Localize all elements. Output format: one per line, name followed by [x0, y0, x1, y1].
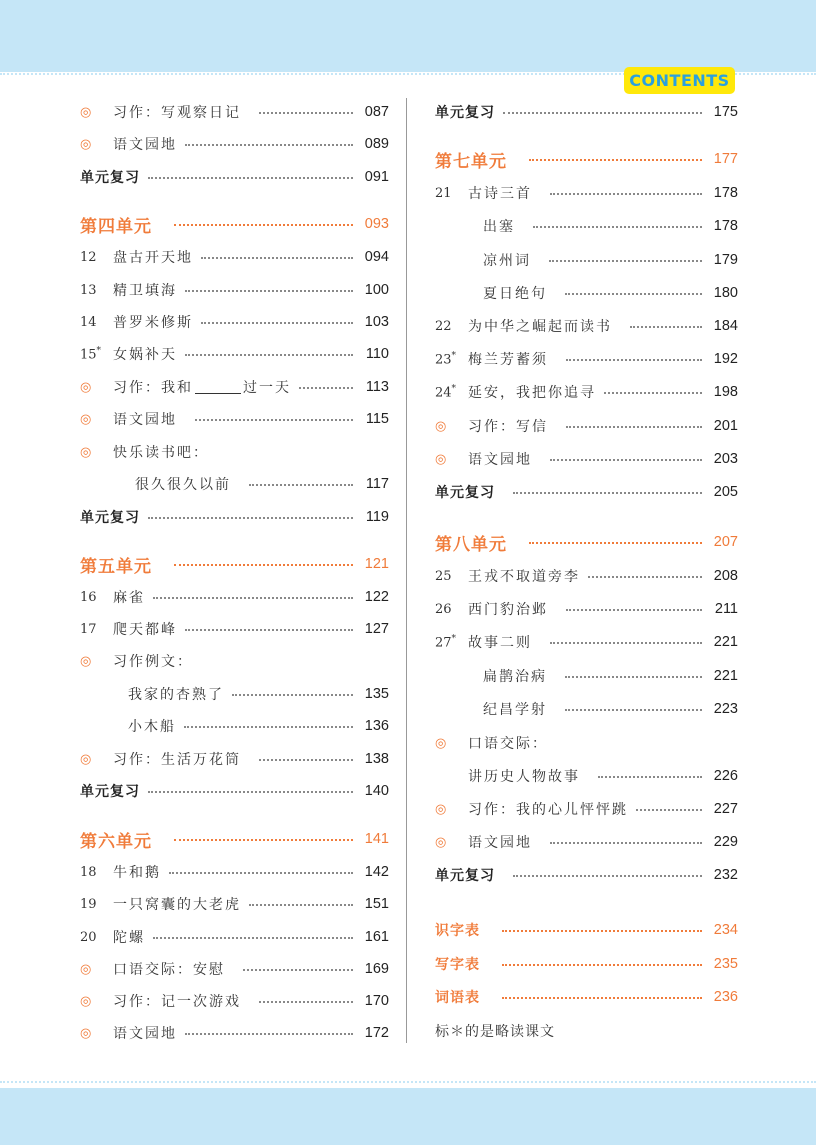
entry-title: 习作：我的心儿怦怦跳 — [468, 802, 628, 818]
dotted-leader — [502, 997, 702, 999]
lesson-number-text: 12 — [80, 249, 97, 265]
toc-entry[interactable] — [435, 216, 738, 236]
toc-entry[interactable] — [435, 865, 738, 885]
toc-entry[interactable] — [435, 449, 738, 469]
entry-title: 语文园地 — [113, 1026, 177, 1042]
page-number: 135 — [364, 686, 389, 702]
entry-title: 快乐读书吧： — [113, 445, 209, 461]
toc-entry[interactable] — [80, 344, 389, 364]
dotted-leader — [550, 842, 702, 844]
page-number: 089 — [364, 136, 389, 152]
page-number: 227 — [713, 801, 738, 817]
lesson-number — [435, 634, 468, 650]
circle-bullet-icon: ◎ — [80, 136, 92, 152]
lesson-number-text: 23 — [435, 352, 452, 368]
toc-entry[interactable] — [435, 382, 738, 402]
toc-entry[interactable] — [435, 416, 738, 436]
dotted-leader — [153, 937, 353, 939]
lesson-number — [435, 384, 468, 400]
dotted-leader — [243, 969, 353, 971]
dotted-leader — [566, 609, 702, 611]
page-number: 117 — [365, 476, 389, 492]
entry-title: 纪昌学射 — [483, 702, 547, 718]
page-number: 087 — [364, 104, 389, 120]
toc-entry[interactable] — [80, 280, 389, 300]
dotted-leader — [148, 791, 353, 793]
footer-band — [0, 1088, 816, 1145]
entry-title: 扁鹊治病 — [483, 669, 547, 685]
dotted-leader — [636, 809, 702, 811]
page-number: 235 — [713, 956, 738, 972]
dotted-leader — [249, 904, 353, 906]
lesson-number-text: 18 — [80, 864, 97, 880]
circle-bullet-icon: ◎ — [435, 418, 447, 434]
page-number: 094 — [364, 249, 389, 265]
entry-title: 单元复习 — [435, 868, 495, 884]
toc-entry[interactable] — [435, 699, 738, 719]
entry-title: 口语交际： — [468, 736, 548, 752]
toc-entry[interactable] — [80, 651, 389, 671]
lesson-number-text: 15 — [80, 347, 97, 363]
entry-title: 习作：写观察日记 — [113, 105, 241, 121]
toc-entry[interactable] — [435, 102, 738, 122]
page-number: 229 — [713, 834, 738, 850]
toc-entry[interactable] — [435, 799, 738, 819]
column-divider — [406, 98, 407, 1043]
lesson-number — [435, 602, 468, 617]
page-number: 175 — [713, 104, 738, 120]
lesson-number-text: 22 — [435, 318, 452, 334]
toc-entry[interactable] — [435, 183, 738, 203]
circle-bullet-icon: ◎ — [80, 411, 92, 427]
lesson-number-text: 20 — [80, 929, 97, 945]
dotted-leader — [185, 354, 353, 356]
toc-entry[interactable] — [80, 442, 389, 462]
entry-title: 语文园地 — [468, 835, 532, 851]
page-number: 127 — [364, 621, 389, 637]
dotted-leader — [259, 1001, 353, 1003]
toc-entry[interactable] — [80, 684, 389, 704]
footnote: 标＊的是略读课文 — [435, 1024, 555, 1040]
circle-bullet-icon: ◎ — [435, 801, 447, 817]
entry-title: 古诗三首 — [468, 186, 532, 202]
toc-entry[interactable] — [80, 167, 389, 187]
dotted-leader — [503, 112, 702, 114]
lesson-number — [435, 569, 468, 584]
fill-in-blank — [195, 380, 241, 394]
circle-bullet-icon: ◎ — [435, 735, 447, 751]
toc-entry[interactable] — [435, 283, 738, 303]
lesson-number — [80, 930, 113, 945]
lesson-number — [80, 315, 113, 330]
page-number: 093 — [364, 216, 389, 232]
lesson-number — [435, 319, 468, 334]
lesson-number — [435, 186, 468, 201]
entry-title: 习作：写信 — [468, 419, 548, 435]
dotted-leader — [565, 293, 702, 295]
dotted-leader — [502, 930, 702, 932]
header-band — [0, 0, 816, 72]
dotted-leader — [195, 419, 353, 421]
toc-entry[interactable] — [435, 482, 738, 502]
entry-title: 第七单元 — [435, 151, 507, 172]
dotted-leader — [259, 112, 353, 114]
dotted-leader — [185, 629, 353, 631]
page-number: 151 — [364, 896, 389, 912]
dotted-leader — [533, 226, 702, 228]
dotted-leader — [153, 597, 353, 599]
dotted-leader — [174, 839, 353, 841]
lesson-number-text: 27 — [435, 635, 452, 651]
entry-title: 麻雀 — [113, 590, 145, 606]
toc-entry[interactable] — [80, 716, 389, 736]
page-number: 221 — [713, 634, 738, 650]
dotted-leader — [565, 676, 702, 678]
dotted-leader — [630, 326, 702, 328]
page-number: 178 — [713, 185, 738, 201]
page-number: 236 — [713, 989, 738, 1005]
entry-title: 单元复习 — [80, 170, 140, 186]
page-number: 203 — [713, 451, 738, 467]
optional-reading-star: * — [451, 350, 457, 361]
dotted-leader — [174, 564, 353, 566]
dotted-leader — [185, 144, 353, 146]
lesson-number — [80, 346, 113, 362]
page-number: 179 — [713, 252, 738, 268]
page-number: 232 — [713, 867, 738, 883]
page-number: 103 — [364, 314, 389, 330]
toc-entry[interactable] — [435, 316, 738, 336]
toc-entry[interactable] — [80, 587, 389, 607]
toc-entry[interactable] — [80, 474, 389, 494]
page-number: 205 — [713, 484, 738, 500]
toc-entry[interactable] — [435, 599, 738, 619]
dotted-leader — [174, 224, 353, 226]
entry-title: 出塞 — [483, 219, 515, 235]
dotted-leader — [232, 694, 353, 696]
entry-title: 故事二则 — [468, 635, 532, 651]
toc-entry[interactable] — [435, 532, 738, 555]
entry-title: 语文园地 — [113, 412, 177, 428]
page-number: 198 — [713, 384, 738, 400]
entry-title: 我家的杏熟了 — [128, 687, 224, 703]
lesson-number-text: 16 — [80, 589, 97, 605]
toc-entry[interactable] — [80, 102, 389, 122]
page-number: 172 — [364, 1025, 389, 1041]
toc-entry[interactable] — [435, 733, 738, 753]
lesson-number-text: 14 — [80, 314, 97, 330]
entry-title: 词语表 — [435, 990, 480, 1006]
entry-title: 牛和鹅 — [113, 865, 161, 881]
entry-title: 习作：记一次游戏 — [113, 994, 241, 1010]
lesson-number — [80, 622, 113, 637]
dotted-leader — [513, 875, 702, 877]
entry-title: 单元复习 — [435, 485, 495, 501]
entry-title: 第五单元 — [80, 556, 152, 577]
entry-title: 小木船 — [128, 719, 176, 735]
circle-bullet-icon: ◎ — [80, 653, 92, 669]
lesson-number-text: 19 — [80, 896, 97, 912]
page-number: 110 — [365, 346, 389, 362]
page-number: 122 — [364, 589, 389, 605]
toc-entry[interactable] — [80, 991, 389, 1011]
optional-reading-star: * — [451, 633, 457, 644]
toc-entry[interactable] — [80, 507, 389, 527]
dotted-leader — [169, 872, 353, 874]
entry-title: 精卫填海 — [113, 283, 177, 299]
dotted-leader — [549, 260, 702, 262]
page-number: 211 — [714, 601, 738, 617]
toc-entry[interactable] — [80, 247, 389, 267]
toc-entry[interactable] — [80, 312, 389, 332]
toc-entry[interactable] — [435, 954, 738, 974]
entry-title: 写字表 — [435, 957, 480, 973]
toc-entry[interactable] — [80, 862, 389, 882]
entry-title: 语文园地 — [113, 137, 177, 153]
entry-title: 夏日绝句 — [483, 286, 547, 302]
page-number: 177 — [713, 151, 738, 167]
page-number: 142 — [364, 864, 389, 880]
toc-entry[interactable] — [80, 959, 389, 979]
entry-title: 单元复习 — [80, 510, 140, 526]
entry-title: 习作：生活万花筒 — [113, 752, 241, 768]
dotted-leader — [598, 776, 702, 778]
toc-entry[interactable] — [435, 920, 738, 940]
dotted-leader — [550, 193, 702, 195]
lesson-number — [435, 351, 468, 367]
page-number: 201 — [713, 418, 738, 434]
dotted-leader — [299, 387, 353, 389]
toc-entry[interactable] — [80, 409, 389, 429]
page-number: 100 — [364, 282, 389, 298]
page-number: 178 — [713, 218, 738, 234]
entry-title: 为中华之崛起而读书 — [468, 319, 612, 335]
entry-title: 爬天都峰 — [113, 622, 177, 638]
toc-entry[interactable] — [435, 666, 738, 686]
toc-entry[interactable] — [80, 781, 389, 801]
entry-title: 梅兰芳蓄须 — [468, 352, 548, 368]
entry-title: 讲历史人物故事 — [468, 769, 580, 785]
toc-entry[interactable] — [435, 149, 738, 172]
entry-title: 女娲补天 — [113, 347, 177, 363]
dotted-leader — [201, 257, 353, 259]
lesson-number — [80, 250, 113, 265]
page-number: 169 — [364, 961, 389, 977]
dotted-leader — [201, 322, 353, 324]
page-number: 234 — [713, 922, 738, 938]
lesson-number-text: 17 — [80, 621, 97, 637]
page-number: 136 — [364, 718, 389, 734]
entry-title: 习作：我和 — [113, 380, 193, 396]
circle-bullet-icon: ◎ — [80, 104, 92, 120]
entry-title: 普罗米修斯 — [113, 315, 193, 331]
toc-entry[interactable] — [435, 987, 738, 1007]
lesson-number — [80, 283, 113, 298]
page-number: 207 — [713, 534, 738, 550]
dotted-leader — [566, 359, 702, 361]
entry-title: 王戎不取道旁李 — [468, 569, 580, 585]
dotted-leader — [148, 517, 353, 519]
entry-title: 第六单元 — [80, 831, 152, 852]
dotted-leader — [604, 392, 702, 394]
circle-bullet-icon: ◎ — [435, 834, 447, 850]
entry-title: 西门豹治邺 — [468, 602, 548, 618]
circle-bullet-icon: ◎ — [435, 451, 447, 467]
circle-bullet-icon: ◎ — [80, 993, 92, 1009]
page-number: 161 — [364, 929, 389, 945]
lesson-number-text: 25 — [435, 568, 452, 584]
toc-entry[interactable] — [80, 1023, 389, 1043]
toc-entry[interactable] — [80, 214, 389, 237]
lesson-number — [80, 897, 113, 912]
dotted-leader — [185, 290, 353, 292]
entry-title: 盘古开天地 — [113, 250, 193, 266]
entry-title-suffix: 过一天 — [243, 380, 291, 396]
dotted-leader — [259, 759, 353, 761]
toc-entry[interactable] — [80, 619, 389, 639]
dotted-leader — [550, 459, 702, 461]
circle-bullet-icon: ◎ — [80, 961, 92, 977]
page-number: 221 — [713, 668, 738, 684]
toc-entry[interactable] — [435, 766, 738, 786]
dotted-leader — [184, 726, 353, 728]
toc-entry[interactable] — [435, 632, 738, 652]
toc-entry[interactable] — [80, 134, 389, 154]
circle-bullet-icon: ◎ — [80, 1025, 92, 1041]
entry-title: 识字表 — [435, 923, 480, 939]
toc-entry[interactable] — [80, 554, 389, 577]
footer-dotted-line — [0, 1081, 816, 1083]
page-number: 180 — [713, 285, 738, 301]
page-number: 121 — [364, 556, 389, 572]
toc-entry[interactable] — [80, 894, 389, 914]
circle-bullet-icon: ◎ — [80, 379, 92, 395]
dotted-leader — [529, 159, 702, 161]
circle-bullet-icon: ◎ — [80, 444, 92, 460]
page-number: 115 — [365, 411, 389, 427]
lesson-number — [80, 590, 113, 605]
page-number: 119 — [365, 509, 389, 525]
page-number: 141 — [364, 831, 389, 847]
page-number: 208 — [713, 568, 738, 584]
dotted-leader — [566, 426, 702, 428]
toc-entry[interactable] — [80, 829, 389, 852]
entry-title: 第四单元 — [80, 216, 152, 237]
entry-title: 陀螺 — [113, 930, 145, 946]
entry-title: 单元复习 — [80, 784, 140, 800]
lesson-number-text: 13 — [80, 282, 97, 298]
dotted-leader — [513, 492, 702, 494]
entry-title: 凉州词 — [483, 253, 531, 269]
toc-entry[interactable] — [435, 250, 738, 270]
toc-entry[interactable] — [80, 749, 389, 769]
toc-entry[interactable] — [435, 832, 738, 852]
circle-bullet-icon: ◎ — [80, 751, 92, 767]
entry-title: 延安，我把你追寻 — [468, 385, 596, 401]
page-number: 226 — [713, 768, 738, 784]
dotted-leader — [529, 542, 702, 544]
toc-entry[interactable] — [435, 566, 738, 586]
dotted-leader — [588, 576, 702, 578]
entry-title: 习作例文： — [113, 654, 193, 670]
contents-badge: CONTENTS — [624, 67, 735, 94]
dotted-leader — [249, 484, 353, 486]
lesson-number-text: 26 — [435, 601, 452, 617]
dotted-leader — [148, 177, 353, 179]
entry-title: 单元复习 — [435, 105, 495, 121]
page-number: 091 — [364, 169, 389, 185]
entry-title: 一只窝囊的大老虎 — [113, 897, 241, 913]
dotted-leader — [565, 709, 702, 711]
toc-entry[interactable] — [435, 349, 738, 369]
page-number: 184 — [713, 318, 738, 334]
dotted-leader — [502, 964, 702, 966]
entry-title: 第八单元 — [435, 534, 507, 555]
page-number: 192 — [713, 351, 738, 367]
dotted-leader — [185, 1033, 353, 1035]
lesson-number-text: 21 — [435, 185, 452, 201]
page-number: 113 — [365, 379, 389, 395]
toc-entry[interactable] — [80, 927, 389, 947]
lesson-number-text: 24 — [435, 385, 452, 401]
dotted-leader — [550, 642, 702, 644]
page-number: 223 — [713, 701, 738, 717]
entry-title: 很久很久以前 — [135, 477, 231, 493]
toc-entry[interactable] — [80, 377, 389, 397]
optional-reading-star: * — [96, 345, 102, 356]
page-number: 170 — [364, 993, 389, 1009]
optional-reading-star: * — [451, 383, 457, 394]
lesson-number — [80, 865, 113, 880]
entry-title: 语文园地 — [468, 452, 532, 468]
page-number: 138 — [364, 751, 389, 767]
entry-title: 口语交际：安慰 — [113, 962, 225, 978]
page-number: 140 — [364, 783, 389, 799]
